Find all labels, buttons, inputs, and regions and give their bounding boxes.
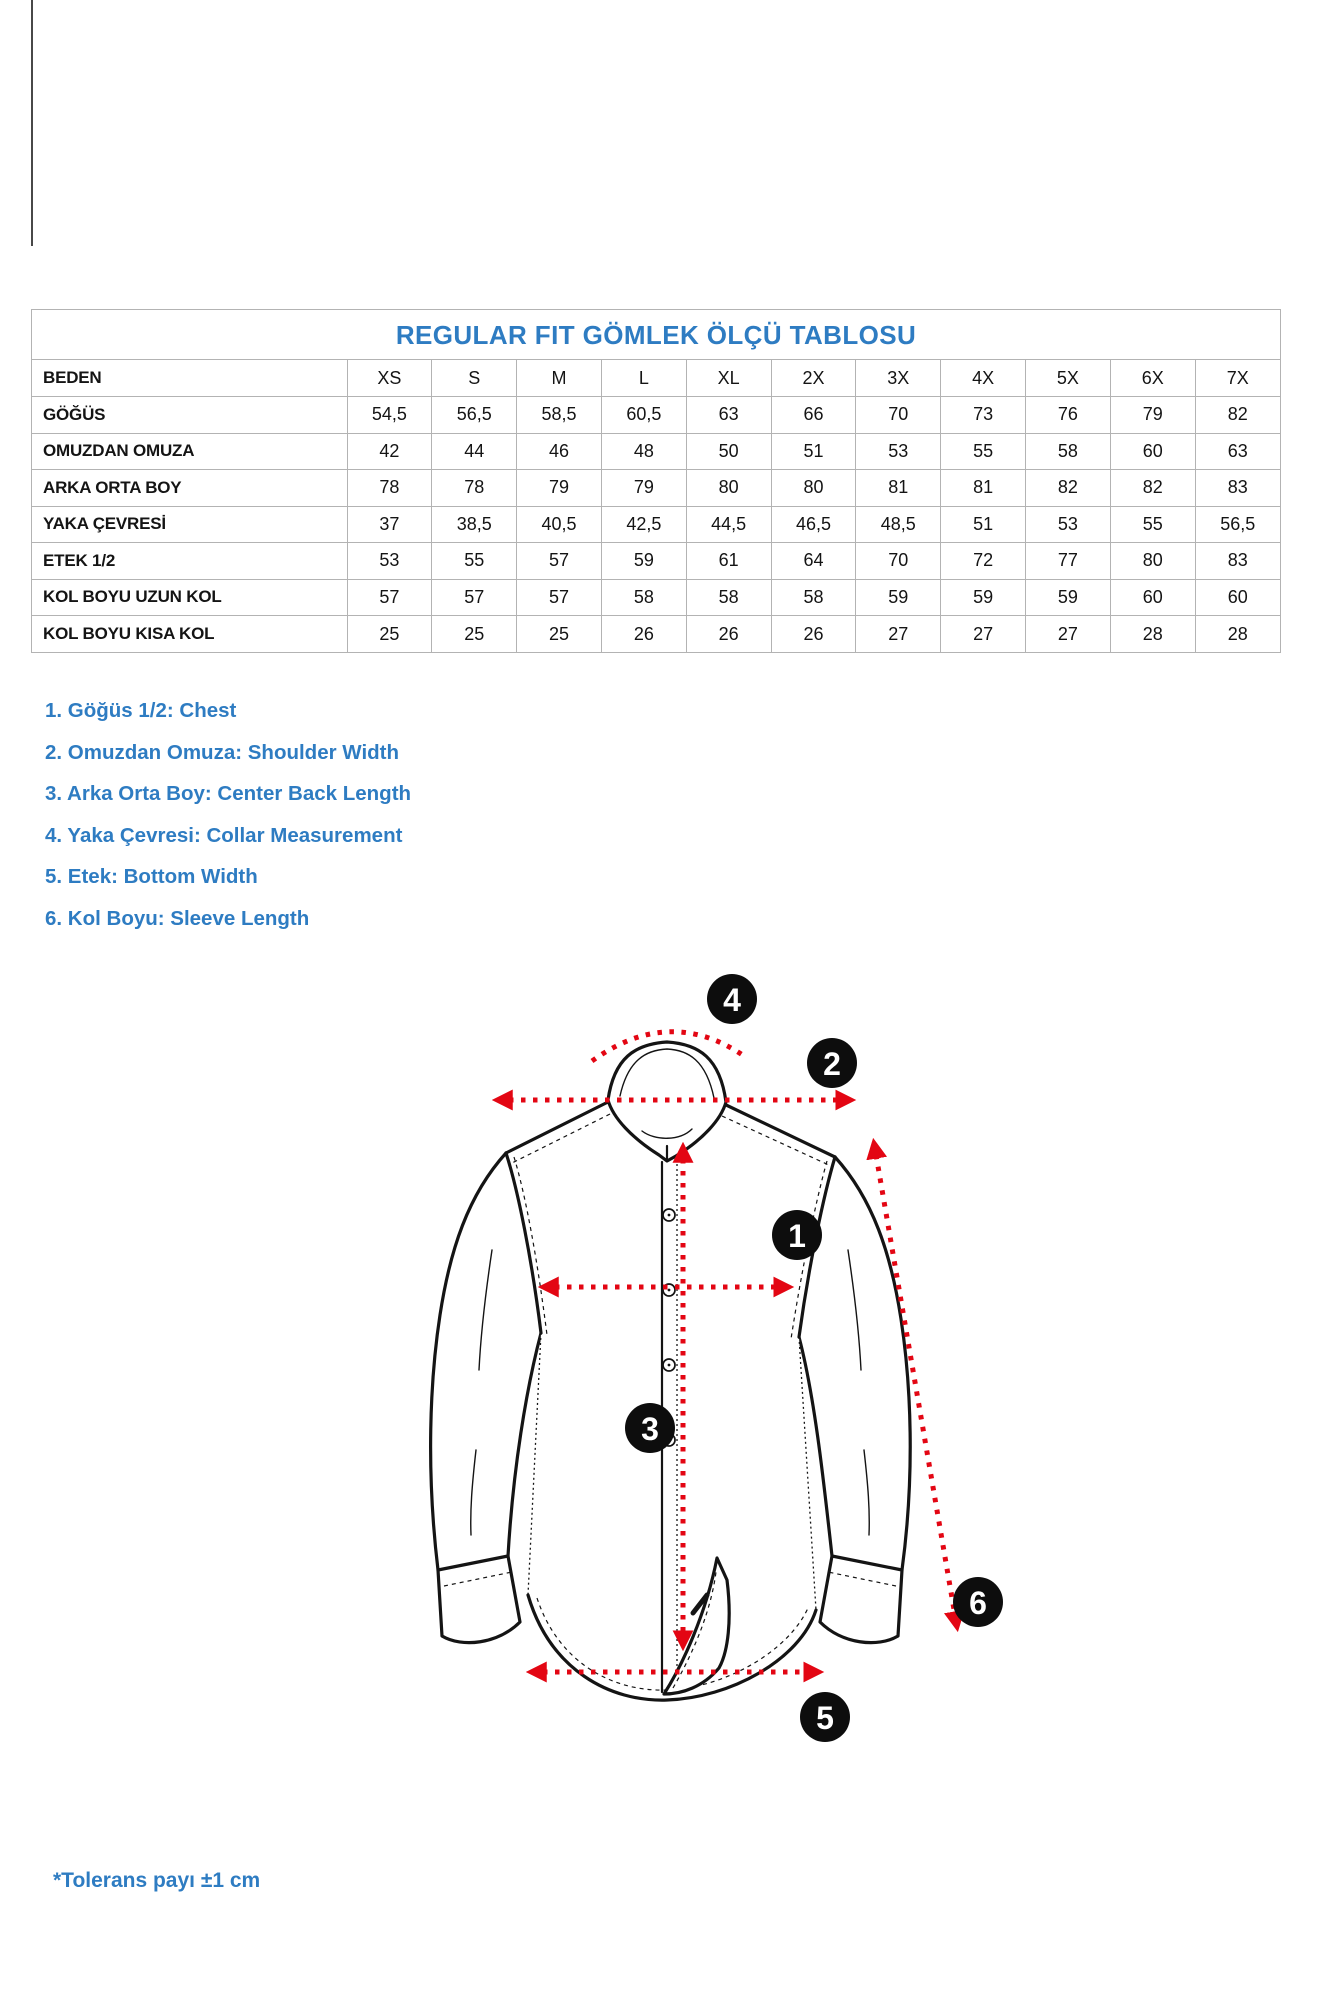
- row-label: OMUZDAN OMUZA: [32, 433, 347, 470]
- table-cell: 63: [1195, 433, 1280, 470]
- legend-item-chest: 1. Göğüs 1/2: Chest: [45, 699, 237, 722]
- table-cell: 25: [432, 616, 517, 653]
- table-cell: 53: [347, 543, 432, 580]
- table-cell: 79: [517, 470, 602, 507]
- table-cell: 25: [347, 616, 432, 653]
- size-col-6X: 6X: [1110, 360, 1195, 397]
- table-cell: 70: [856, 543, 941, 580]
- table-cell: 60: [1110, 579, 1195, 616]
- table-cell: 81: [941, 470, 1026, 507]
- table-cell: 42: [347, 433, 432, 470]
- legend-item-collar: 4. Yaka Çevresi: Collar Measurement: [45, 823, 403, 847]
- legend-item-sleeve: 6. Kol Boyu: Sleeve Length: [45, 906, 310, 930]
- table-cell: 57: [517, 543, 602, 580]
- table-cell: 61: [686, 543, 771, 580]
- row-label: KOL BOYU KISA KOL: [32, 616, 347, 653]
- table-cell: 60: [1195, 579, 1280, 616]
- table-cell: 54,5: [347, 397, 432, 434]
- marker-shoulder: [807, 1038, 857, 1088]
- row-label: GÖĞÜS: [32, 397, 347, 434]
- table-cell: 64: [771, 543, 856, 580]
- table-cell: 38,5: [432, 506, 517, 543]
- marker-chest: [772, 1210, 822, 1260]
- size-col-3X: 3X: [856, 360, 941, 397]
- table-cell: 82: [1195, 397, 1280, 434]
- table-cell: 58,5: [517, 397, 602, 434]
- table-cell: 40,5: [517, 506, 602, 543]
- table-cell: 42,5: [601, 506, 686, 543]
- legend-item-bottom: 5. Etek: Bottom Width: [45, 865, 258, 889]
- table-cell: 25: [517, 616, 602, 653]
- size-col-XS: XS: [347, 360, 432, 397]
- table-cell: 82: [1026, 470, 1111, 507]
- svg-text:5: 5: [816, 1700, 834, 1736]
- table-cell: 80: [1110, 543, 1195, 580]
- tolerance-note: *Tolerans payı ±1 cm: [53, 1869, 261, 1892]
- table-cell: 58: [686, 579, 771, 616]
- right-cuff: [820, 1556, 902, 1643]
- table-cell: 50: [686, 433, 771, 470]
- table-row: [32, 616, 1280, 653]
- table-cell: 51: [941, 506, 1026, 543]
- size-col-M: M: [517, 360, 602, 397]
- table-cell: 55: [432, 543, 517, 580]
- size-table-panel: [31, 309, 1281, 653]
- svg-text:3: 3: [641, 1411, 659, 1447]
- table-cell: 60,5: [601, 397, 686, 434]
- table-cell: 55: [941, 433, 1026, 470]
- size-header-label: BEDEN: [32, 360, 347, 397]
- table-cell: 46: [517, 433, 602, 470]
- table-cell: 48,5: [856, 506, 941, 543]
- row-label: YAKA ÇEVRESİ: [32, 506, 347, 543]
- size-col-XL: XL: [686, 360, 771, 397]
- table-cell: 80: [686, 470, 771, 507]
- table-cell: 79: [601, 470, 686, 507]
- table-cell: 60: [1110, 433, 1195, 470]
- marker-sleeve: [953, 1577, 1003, 1627]
- left-cuff: [438, 1556, 520, 1643]
- table-cell: 80: [771, 470, 856, 507]
- table-cell: 59: [941, 579, 1026, 616]
- table-header-row: [32, 360, 1280, 397]
- table-cell: 56,5: [1195, 506, 1280, 543]
- table-cell: 70: [856, 397, 941, 434]
- table-cell: 37: [347, 506, 432, 543]
- svg-text:2: 2: [823, 1046, 841, 1082]
- legend-item-center-back: 3. Arka Orta Boy: Center Back Length: [45, 782, 412, 806]
- size-col-7X: 7X: [1195, 360, 1280, 397]
- table-row: [32, 397, 1280, 434]
- table-row: [32, 543, 1280, 580]
- table-cell: 73: [941, 397, 1026, 434]
- marker-collar: [707, 974, 757, 1024]
- size-col-5X: 5X: [1026, 360, 1111, 397]
- table-row: [32, 579, 1280, 616]
- svg-text:4: 4: [723, 982, 741, 1018]
- size-col-S: S: [432, 360, 517, 397]
- table-row: [32, 506, 1280, 543]
- table-cell: 72: [941, 543, 1026, 580]
- sleeve-length-arrow: [874, 1143, 957, 1627]
- table-cell: 48: [601, 433, 686, 470]
- shirt-drawing: [431, 1042, 911, 1702]
- table-cell: 26: [771, 616, 856, 653]
- table-cell: 26: [686, 616, 771, 653]
- table-cell: 53: [856, 433, 941, 470]
- table-cell: 58: [771, 579, 856, 616]
- table-cell: 28: [1110, 616, 1195, 653]
- row-label: KOL BOYU UZUN KOL: [32, 579, 347, 616]
- row-label: ETEK 1/2: [32, 543, 347, 580]
- measurement-legend: [45, 690, 411, 940]
- table-cell: 83: [1195, 470, 1280, 507]
- table-cell: 26: [601, 616, 686, 653]
- table-row: [32, 470, 1280, 507]
- table-cell: 28: [1195, 616, 1280, 653]
- svg-text:6: 6: [969, 1585, 987, 1621]
- table-cell: 44,5: [686, 506, 771, 543]
- table-title: REGULAR FIT GÖMLEK ÖLÇÜ TABLOSU: [32, 310, 1280, 360]
- shirt-measurement-diagram: [380, 950, 1010, 1750]
- page-edge-rule: [31, 0, 33, 246]
- table-cell: 53: [1026, 506, 1111, 543]
- table-cell: 66: [771, 397, 856, 434]
- size-col-2X: 2X: [771, 360, 856, 397]
- legend-item-shoulder: 2. Omuzdan Omuza: Shoulder Width: [45, 740, 400, 764]
- table-cell: 27: [1026, 616, 1111, 653]
- table-cell: 58: [601, 579, 686, 616]
- size-col-4X: 4X: [941, 360, 1026, 397]
- table-cell: 27: [941, 616, 1026, 653]
- table-cell: 57: [517, 579, 602, 616]
- table-cell: 63: [686, 397, 771, 434]
- table-cell: 59: [1026, 579, 1111, 616]
- table-cell: 76: [1026, 397, 1111, 434]
- table-cell: 55: [1110, 506, 1195, 543]
- table-cell: 79: [1110, 397, 1195, 434]
- table-cell: 44: [432, 433, 517, 470]
- table-cell: 78: [432, 470, 517, 507]
- table-cell: 57: [347, 579, 432, 616]
- table-cell: 82: [1110, 470, 1195, 507]
- marker-center-back: [625, 1403, 675, 1453]
- table-cell: 51: [771, 433, 856, 470]
- table-row: [32, 433, 1280, 470]
- table-cell: 27: [856, 616, 941, 653]
- table-cell: 57: [432, 579, 517, 616]
- marker-bottom: [800, 1692, 850, 1742]
- table-cell: 77: [1026, 543, 1111, 580]
- row-label: ARKA ORTA BOY: [32, 470, 347, 507]
- table-cell: 83: [1195, 543, 1280, 580]
- size-col-L: L: [601, 360, 686, 397]
- table-cell: 59: [856, 579, 941, 616]
- table-cell: 81: [856, 470, 941, 507]
- size-table: [32, 360, 1280, 652]
- table-cell: 59: [601, 543, 686, 580]
- table-cell: 56,5: [432, 397, 517, 434]
- table-cell: 78: [347, 470, 432, 507]
- table-cell: 46,5: [771, 506, 856, 543]
- table-cell: 58: [1026, 433, 1111, 470]
- svg-text:1: 1: [788, 1218, 806, 1254]
